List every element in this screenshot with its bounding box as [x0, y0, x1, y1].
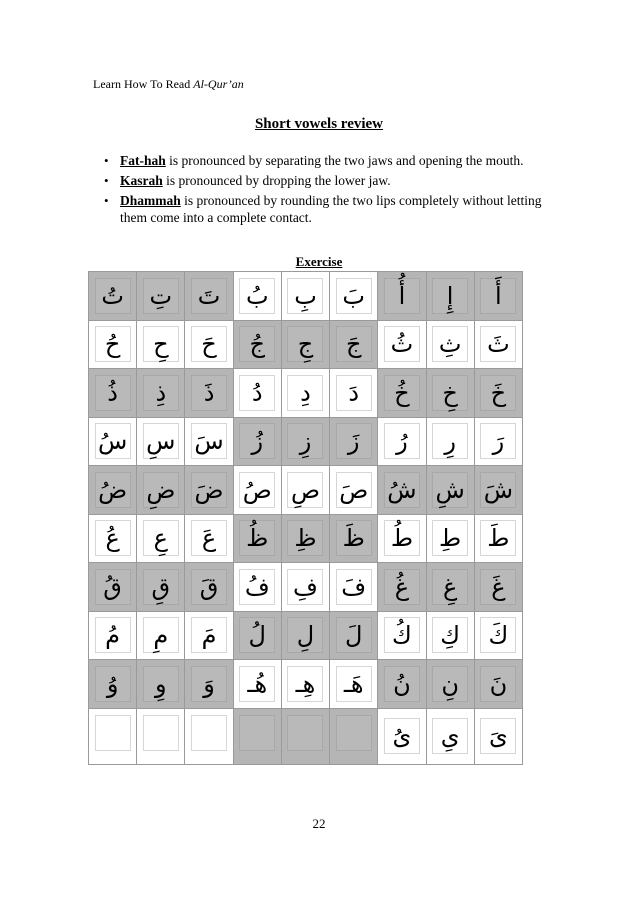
letter-cell: [330, 708, 378, 765]
letter-grid: [88, 271, 523, 765]
letter-glyph: لُ: [239, 617, 275, 653]
letter-cell: [378, 660, 426, 709]
letter-glyph: غُ: [384, 569, 420, 605]
letter-cell: [330, 611, 378, 660]
grid-row: [89, 272, 523, 321]
letter-cell: [378, 514, 426, 563]
letter-cell: [330, 369, 378, 418]
letter-cell: [233, 466, 281, 515]
letter-cell: [426, 272, 474, 321]
letter-glyph: عُ: [95, 520, 131, 556]
letter-glyph: سُ: [95, 423, 131, 459]
letter-cell: [233, 320, 281, 369]
letter-cell: [330, 514, 378, 563]
letter-glyph: صِ: [287, 472, 323, 508]
vowel-description: is pronounced by dropping the lower jaw.: [162, 173, 391, 188]
bullet-icon: •: [104, 173, 109, 188]
letter-cell: [378, 272, 426, 321]
letter-cell: [185, 320, 233, 369]
letter-glyph: جَ: [336, 326, 372, 362]
letter-cell: [378, 320, 426, 369]
letter-glyph: وُ: [95, 666, 131, 702]
letter-glyph: ظِ: [287, 520, 323, 556]
letter-glyph: ذَ: [191, 375, 227, 411]
letter-cell: [233, 611, 281, 660]
letter-cell: [281, 466, 329, 515]
letter-cell: [281, 417, 329, 466]
letter-cell: [281, 369, 329, 418]
letter-cell: [137, 320, 185, 369]
letter-glyph: فُ: [239, 569, 275, 605]
letter-cell: [330, 563, 378, 612]
letter-cell: [89, 708, 137, 765]
grid-row: [89, 369, 523, 418]
letter-cell: [474, 563, 522, 612]
letter-cell: [233, 369, 281, 418]
grid-row: [89, 708, 523, 765]
letter-glyph: رَ: [480, 423, 516, 459]
letter-cell: [378, 417, 426, 466]
letter-cell: [185, 417, 233, 466]
grid-row: [89, 563, 523, 612]
letter-glyph: ثُ: [384, 326, 420, 362]
letter-glyph: كِ: [432, 617, 468, 653]
letter-glyph: طَ: [480, 520, 516, 556]
letter-glyph: طُ: [384, 520, 420, 556]
letter-cell: [474, 466, 522, 515]
letter-cell: [185, 272, 233, 321]
letter-glyph: صَ: [336, 472, 372, 508]
letter-glyph: جِ: [287, 326, 323, 362]
letter-cell: [378, 369, 426, 418]
letter-cell: [281, 660, 329, 709]
running-header: [93, 77, 244, 92]
letter-glyph: مَ: [191, 617, 227, 653]
letter-glyph: زِ: [287, 423, 323, 459]
letter-glyph: ظُ: [239, 520, 275, 556]
letter-glyph: خُ: [384, 375, 420, 411]
letter-glyph: كُ: [384, 617, 420, 653]
letter-glyph: غَ: [480, 569, 516, 605]
letter-glyph: نِ: [432, 666, 468, 702]
list-item: [104, 192, 544, 226]
letter-cell: [474, 708, 522, 765]
letter-glyph: مُ: [95, 617, 131, 653]
letter-glyph: ضَ: [191, 472, 227, 508]
letter-cell: [281, 514, 329, 563]
letter-cell: [89, 272, 137, 321]
letter-glyph: شُ: [384, 472, 420, 508]
letter-cell: [426, 611, 474, 660]
letter-glyph: فِ: [287, 569, 323, 605]
letter-glyph: عَ: [191, 520, 227, 556]
letter-glyph: رُ: [384, 423, 420, 459]
letter-cell: [281, 272, 329, 321]
letter-glyph: قِ: [143, 569, 179, 605]
letter-glyph: ظَ: [336, 520, 372, 556]
letter-cell: [233, 660, 281, 709]
letter-glyph: لِ: [287, 617, 323, 653]
letter-glyph: نَ: [480, 666, 516, 702]
letter-cell: [281, 320, 329, 369]
letter-cell: [137, 563, 185, 612]
letter-cell: [426, 563, 474, 612]
letter-cell: [474, 611, 522, 660]
grid-row: [89, 660, 523, 709]
letter-cell: [89, 466, 137, 515]
letter-cell: [185, 563, 233, 612]
letter-glyph: عِ: [143, 520, 179, 556]
letter-glyph: غِ: [432, 569, 468, 605]
letter-glyph: دَ: [336, 375, 372, 411]
letter-cell: [330, 466, 378, 515]
letter-cell: [330, 320, 378, 369]
letter-glyph: ضُ: [95, 472, 131, 508]
letter-glyph: أَ: [480, 278, 516, 314]
letter-glyph: كَ: [480, 617, 516, 653]
letter-glyph: ىِ: [432, 718, 468, 754]
letter-cell: [378, 611, 426, 660]
letter-cell: [233, 514, 281, 563]
letter-cell: [378, 708, 426, 765]
letter-cell: [474, 272, 522, 321]
letter-cell: [233, 563, 281, 612]
letter-glyph: ىُ: [384, 718, 420, 754]
vowel-term: Kasrah: [120, 173, 163, 188]
letter-cell: [281, 708, 329, 765]
list-item: [104, 172, 544, 189]
letter-glyph: قَ: [191, 569, 227, 605]
letter-glyph: زَ: [336, 423, 372, 459]
letter-cell: [474, 417, 522, 466]
letter-glyph: قُ: [95, 569, 131, 605]
grid-row: [89, 611, 523, 660]
letter-cell: [281, 563, 329, 612]
letter-cell: [185, 466, 233, 515]
letter-glyph: إِ: [432, 278, 468, 314]
letter-cell: [426, 514, 474, 563]
letter-glyph: خَ: [480, 375, 516, 411]
letter-cell: [330, 660, 378, 709]
vowel-term: Fat-hah: [120, 153, 166, 168]
letter-cell: [233, 417, 281, 466]
vowel-description: is pronounced by separating the two jaws and opening the mouth.: [165, 153, 524, 168]
letter-glyph: حُ: [95, 326, 131, 362]
letter-cell: [137, 611, 185, 660]
letter-glyph: سَ: [191, 423, 227, 459]
letter-cell: [89, 611, 137, 660]
header-prefix: Learn How To Read: [93, 77, 194, 91]
letter-glyph: تُ: [95, 278, 131, 314]
letter-glyph: بَ: [336, 278, 372, 314]
letter-glyph: تَ: [191, 278, 227, 314]
letter-glyph: ذُ: [95, 375, 131, 411]
letter-cell: [185, 514, 233, 563]
letter-glyph: [287, 715, 323, 751]
letter-glyph: [336, 715, 372, 751]
letter-cell: [281, 611, 329, 660]
letter-glyph: هُـ: [239, 666, 275, 702]
letter-cell: [426, 369, 474, 418]
letter-glyph: تِ: [143, 278, 179, 314]
letter-glyph: طِ: [432, 520, 468, 556]
letter-glyph: دُ: [239, 375, 275, 411]
grid-row: [89, 417, 523, 466]
letter-glyph: شَ: [480, 472, 516, 508]
letter-glyph: أُ: [384, 278, 420, 314]
letter-cell: [137, 369, 185, 418]
letter-cell: [185, 611, 233, 660]
bullet-icon: •: [104, 193, 109, 208]
letter-cell: [233, 708, 281, 765]
letter-cell: [185, 660, 233, 709]
letter-cell: [185, 708, 233, 765]
letter-glyph: جُ: [239, 326, 275, 362]
letter-glyph: ذِ: [143, 375, 179, 411]
letter-glyph: [191, 715, 227, 751]
page-title: Short vowels review: [254, 116, 384, 132]
letter-cell: [137, 660, 185, 709]
letter-glyph: سِ: [143, 423, 179, 459]
vowel-list: [104, 152, 544, 229]
letter-cell: [474, 660, 522, 709]
exercise-heading: Exercise: [295, 254, 343, 269]
letter-glyph: وَ: [191, 666, 227, 702]
letter-cell: [233, 272, 281, 321]
letter-glyph: حَ: [191, 326, 227, 362]
letter-cell: [426, 708, 474, 765]
letter-cell: [89, 514, 137, 563]
letter-glyph: ضِ: [143, 472, 179, 508]
letter-glyph: مِ: [143, 617, 179, 653]
letter-cell: [426, 320, 474, 369]
letter-cell: [426, 466, 474, 515]
letter-cell: [137, 417, 185, 466]
letter-cell: [474, 320, 522, 369]
page-number: 22: [312, 816, 326, 831]
letter-glyph: خِ: [432, 375, 468, 411]
letter-cell: [89, 417, 137, 466]
letter-glyph: فَ: [336, 569, 372, 605]
grid-row: [89, 514, 523, 563]
letter-glyph: نُ: [384, 666, 420, 702]
vowel-term: Dhammah: [120, 193, 181, 208]
letter-cell: [426, 417, 474, 466]
letter-cell: [137, 708, 185, 765]
vowel-description: is pronounced by rounding the two lips completely without letting them come into a complete contact.: [120, 193, 542, 225]
letter-glyph: بِ: [287, 278, 323, 314]
list-item: [104, 152, 544, 169]
letter-cell: [378, 563, 426, 612]
grid-row: [89, 466, 523, 515]
letter-glyph: زُ: [239, 423, 275, 459]
letter-glyph: [239, 715, 275, 751]
grid-row: [89, 320, 523, 369]
letter-glyph: حِ: [143, 326, 179, 362]
letter-glyph: صُ: [239, 472, 275, 508]
letter-glyph: ثِ: [432, 326, 468, 362]
letter-glyph: [143, 715, 179, 751]
letter-cell: [89, 369, 137, 418]
letter-glyph: شِ: [432, 472, 468, 508]
letter-glyph: هَـ: [336, 666, 372, 702]
letter-cell: [474, 514, 522, 563]
letter-glyph: لَ: [336, 617, 372, 653]
letter-cell: [474, 369, 522, 418]
letter-glyph: هِـ: [287, 666, 323, 702]
letter-glyph: ىَ: [480, 718, 516, 754]
letter-glyph: بُ: [239, 278, 275, 314]
letter-cell: [89, 563, 137, 612]
letter-cell: [426, 660, 474, 709]
header-italic: Al-Qur’an: [193, 77, 244, 91]
letter-cell: [89, 660, 137, 709]
letter-cell: [185, 369, 233, 418]
letter-glyph: رِ: [432, 423, 468, 459]
letter-cell: [330, 272, 378, 321]
letter-cell: [137, 272, 185, 321]
letter-glyph: وِ: [143, 666, 179, 702]
letter-cell: [330, 417, 378, 466]
letter-glyph: ثَ: [480, 326, 516, 362]
letter-glyph: دِ: [287, 375, 323, 411]
letter-cell: [137, 514, 185, 563]
letter-cell: [378, 466, 426, 515]
bullet-icon: •: [104, 153, 109, 168]
letter-cell: [89, 320, 137, 369]
letter-cell: [137, 466, 185, 515]
letter-glyph: [95, 715, 131, 751]
